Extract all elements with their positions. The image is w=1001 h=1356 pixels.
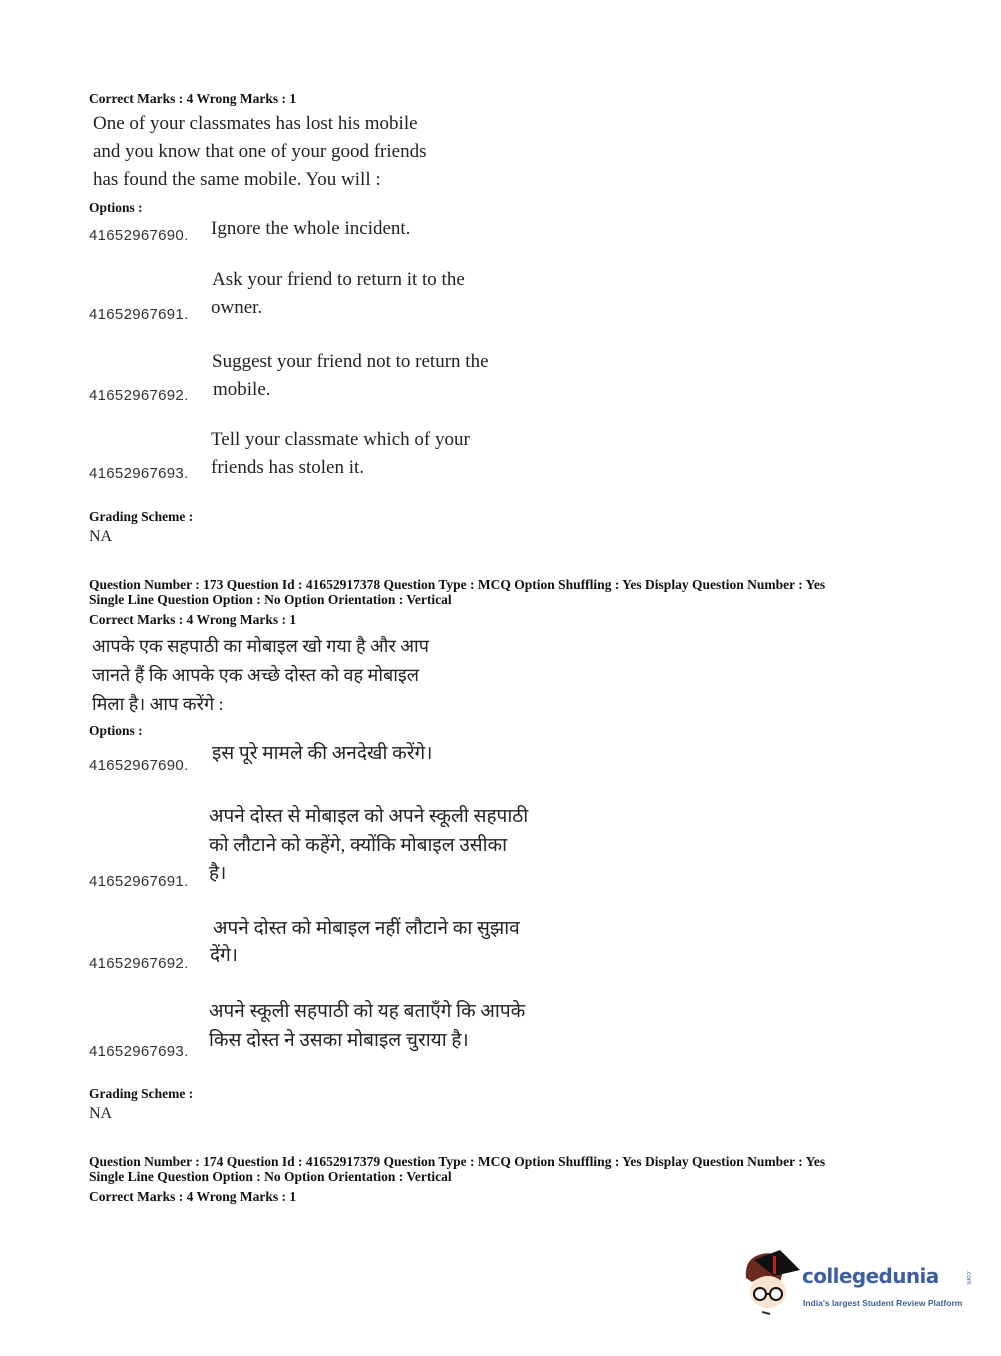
option-text: किस दोस्त ने उसका मोबाइल चुराया है। [209,1030,469,1051]
grading-label: Grading Scheme : [89,1086,194,1101]
option-text: friends has stolen it. [211,457,365,478]
question-header: Single Line Question Option : No Option Orientation : Vertical [89,1169,452,1184]
collegedunia-logo [740,1248,980,1320]
question-header: Single Line Question Option : No Option Orientation : Vertical [89,592,452,607]
option-id: 41652967693. [89,1043,189,1060]
grading-label: Grading Scheme : [89,509,194,524]
option-text: अपने दोस्त को मोबाइल नहीं लौटाने का सुझाव [213,918,520,939]
grading-value: NA [89,528,113,545]
options-label: Options : [89,723,143,738]
option-text: अपने स्कूली सहपाठी को यह बताएँगे कि आपके [209,1001,526,1022]
logo-suffix: .com [965,1270,972,1285]
option-text: है। [209,863,227,884]
question-line: आपके एक सहपाठी का मोबाइल खो गया है और आप [92,636,429,656]
question-header: Question Number : 174 Question Id : 41652917379 Question Type : MCQ Option Shuffling : Yes Display Question Number : Yes [89,1154,826,1169]
option-text: Tell your classmate which of your [211,429,470,450]
option-id: 41652967690. [89,227,189,244]
logo-name: collegedunia [802,1264,939,1288]
question-text [92,632,429,719]
question-header: Question Number : 173 Question Id : 41652917378 Question Type : MCQ Option Shuffling : Yes Display Question Number : Yes [89,577,826,592]
grading-value: NA [89,1105,113,1122]
option-text: को लौटाने को कहेंगे, क्योंकि मोबाइल उसीका [209,835,508,856]
option-id: 41652967692. [89,955,189,972]
option-text: mobile. [213,379,271,400]
question-line: and you know that one of your good friends [93,141,427,162]
logo-tagline: India's largest Student Review Platform [803,1298,963,1308]
option-id: 41652967691. [89,873,189,890]
option-text: owner. [211,297,263,318]
question-text [93,110,427,194]
option-text: Ask your friend to return it to the [212,269,465,290]
option-text: Ignore the whole incident. [211,218,411,239]
option-text: अपने दोस्त से मोबाइल को अपने स्कूली सहपाठी [209,806,529,827]
option-text: देंगे। [210,945,238,966]
option-text: Suggest your friend not to return the [212,351,489,372]
question-line: जानते हैं कि आपके एक अच्छे दोस्त को वह मोबाइल [92,665,419,685]
option-id: 41652967691. [89,306,189,323]
marks-line: Correct Marks : 4 Wrong Marks : 1 [89,612,297,627]
option-id: 41652967690. [89,757,189,774]
question-line: One of your classmates has lost his mobile [93,113,418,134]
question-line: has found the same mobile. You will : [93,169,381,190]
marks-line: Correct Marks : 4 Wrong Marks : 1 [89,1189,297,1204]
mascot-icon [740,1248,800,1316]
options-label: Options : [89,200,143,215]
marks-line: Correct Marks : 4 Wrong Marks : 1 [89,91,297,106]
option-id: 41652967692. [89,387,189,404]
option-id: 41652967693. [89,465,189,482]
option-text: इस पूरे मामले की अनदेखी करेंगे। [212,743,433,764]
question-line: मिला है। आप करेंगे : [92,694,224,714]
